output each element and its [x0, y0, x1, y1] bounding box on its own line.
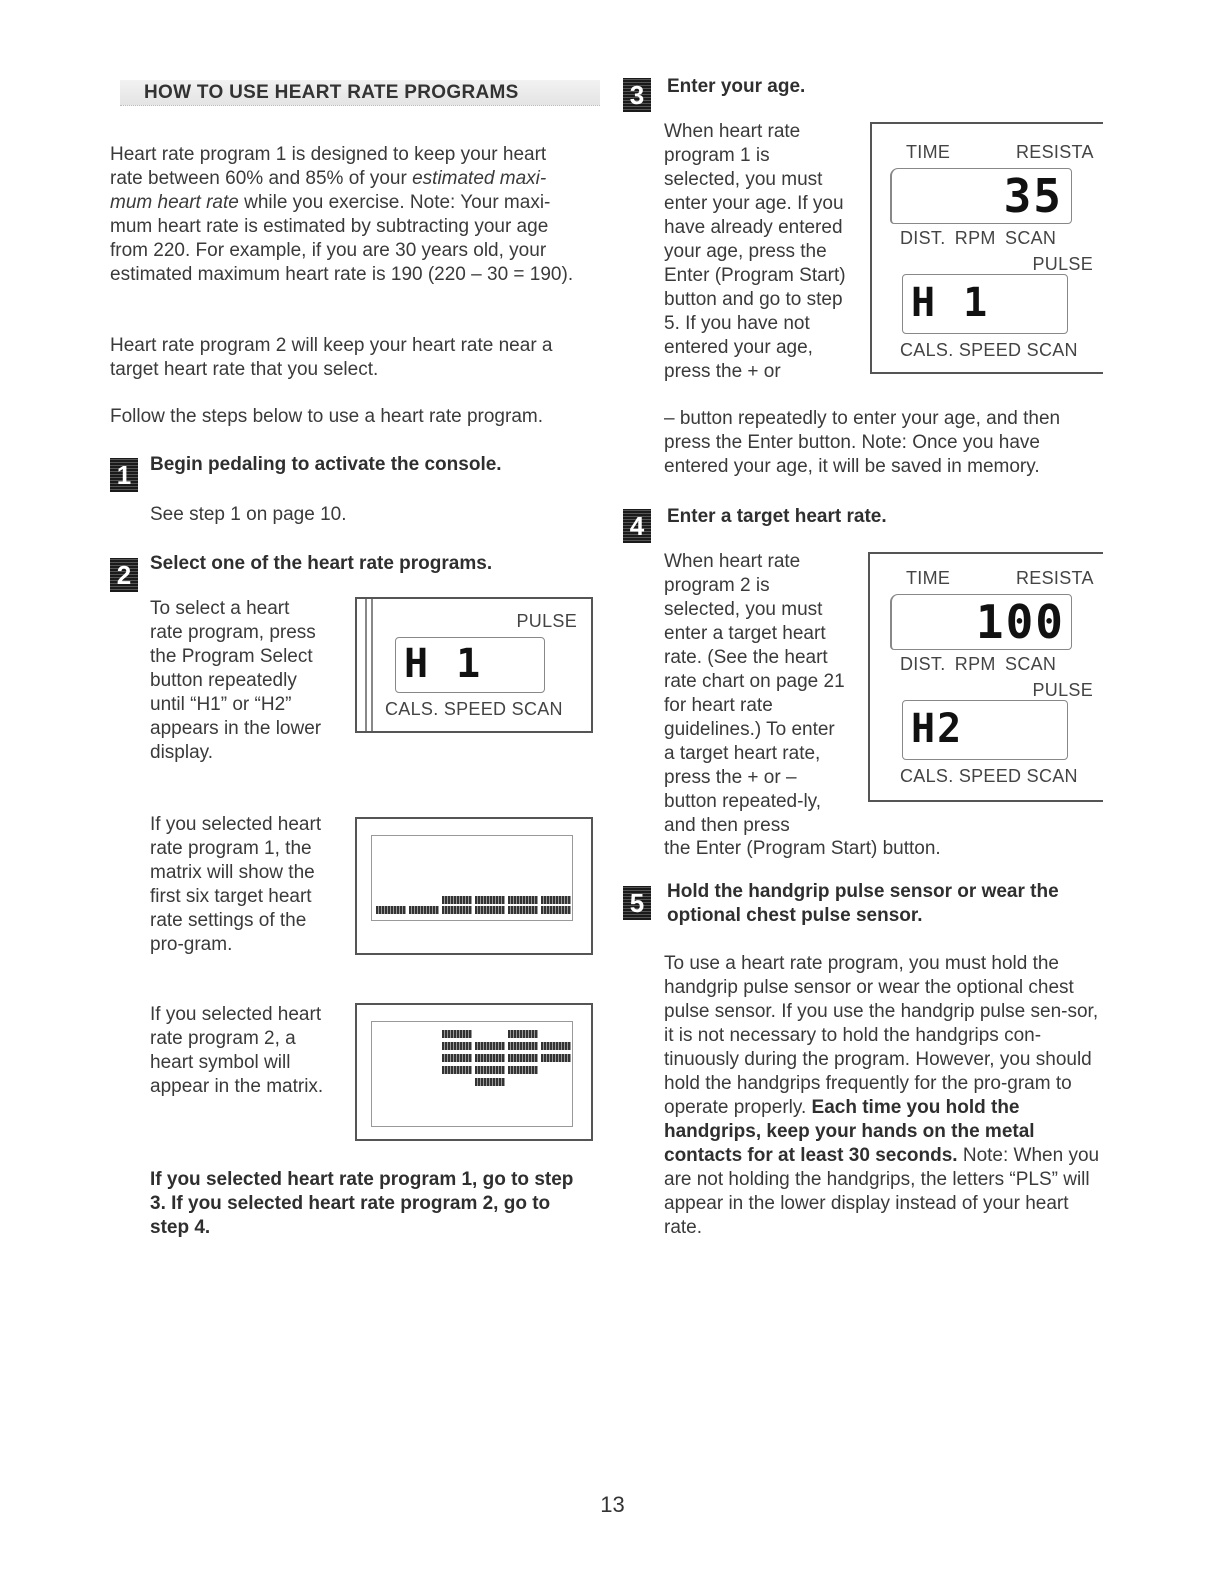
heart-symbol-cell: [508, 1042, 538, 1050]
step-2-text-program1: If you selected heart rate program 1, the matrix will show the first six target heart rate settings of the pro-gram.: [150, 814, 322, 955]
lcd-readout: H 1: [404, 641, 483, 687]
heart-symbol-cell: [475, 1042, 505, 1050]
step-3-text: When heart rate program 1 is selected, you must enter your age. If you have already entered your age, press the Enter (Program Start) button and go to step 5. If you have not entered your age, press the + or: [664, 121, 846, 382]
heart-symbol-cell: [442, 1066, 472, 1074]
target-readout: 100: [975, 595, 1065, 649]
matrix-cell: [442, 906, 472, 914]
intro-text-cont: while you exercise. Note: Your maxi-mum heart rate is estimated by subtracting your age from 220. For example, if you are 30 years old, your estimated maximum heart rate is 190 (220 – 30 = 190).: [110, 192, 574, 285]
dist-rpm-scan-label: DIST. RPM SCAN: [900, 654, 1057, 674]
step-2-text-select: To select a heart rate program, press the Program Select button repeatedly until “H1” or “H2” appears in the lower display.: [150, 598, 322, 763]
cals-speed-scan-label: CALS. SPEED SCAN: [900, 766, 1078, 786]
matrix-display-program-2: [355, 1003, 593, 1141]
matrix-cell: [475, 896, 505, 904]
heart-symbol-cell: [508, 1030, 538, 1038]
matrix-cell: [376, 906, 406, 914]
program-display: [355, 597, 593, 733]
matrix-cell: [508, 906, 538, 914]
section-header: HOW TO USE HEART RATE PROGRAMS: [120, 80, 600, 106]
matrix-cell: [409, 906, 439, 914]
page-number: 13: [600, 1492, 625, 1517]
step-4-text-cont: the Enter (Program Start) button.: [664, 838, 941, 859]
heart-symbol-cell: [508, 1054, 538, 1062]
intro-text: Heart rate program 1 is designed to keep your heart rate between 60% and 85% of your: [110, 144, 547, 189]
step-4-number: 4: [623, 509, 651, 543]
step-1-title: Begin pedaling to activate the console.: [150, 454, 502, 475]
step-2-title: Select one of the heart rate programs.: [150, 553, 493, 574]
intro-emphasis: estimated maxi-mum heart rate: [110, 168, 547, 213]
heart-symbol-cell: [475, 1054, 505, 1062]
pulse-label: PULSE: [1032, 680, 1093, 700]
step-3-number: 3: [623, 78, 651, 112]
intro-paragraph-3: Follow the steps below to use a heart rate program.: [110, 406, 544, 427]
step-1-text: See step 1 on page 10.: [150, 504, 347, 525]
step-1-number: 1: [110, 458, 138, 492]
heart-symbol-cell: [475, 1078, 505, 1086]
resistance-label: RESISTA: [1016, 142, 1094, 162]
time-label: TIME: [906, 142, 951, 162]
heart-symbol-cell: [541, 1054, 571, 1062]
step-3-text-cont: – button repeatedly to enter your age, and then press the Enter button. Note: Once you have entered your age, it will be saved in memory.: [664, 408, 1061, 477]
step-2-text-program2: If you selected heart rate program 2, a heart symbol will appear in the matrix.: [150, 1004, 324, 1097]
step-4-title: Enter a target heart rate.: [667, 506, 887, 527]
step-5-text-a: To use a heart rate program, you must hold the handgrip pulse sensor or wear the optional chest pulse sensor. If you use the handgrip pulse sen-sor, it is not necessary to hold the handgrips con-tinuously during the program. However, you should hold the handgrips frequently for the pro-gram to operate properly.: [664, 953, 1099, 1118]
heart-symbol-cell: [442, 1030, 472, 1038]
step-2-note: If you selected heart rate program 1, go to step 3. If you selected heart rate program 2, go to step 4.: [150, 1169, 574, 1238]
time-label: TIME: [906, 568, 951, 588]
heart-symbol-cell: [541, 1042, 571, 1050]
lcd-readout: H2: [911, 706, 964, 752]
resistance-label: RESISTA: [1016, 568, 1094, 588]
pulse-label: PULSE: [1032, 254, 1093, 274]
step-5-number: 5: [623, 886, 651, 920]
step-5-text-b: Note: When you are not holding the handgrips, the letters “PLS” will appear in the lower display instead of your heart rate.: [664, 1145, 1100, 1238]
dist-rpm-scan-label: DIST. RPM SCAN: [900, 228, 1057, 248]
step-4-text: When heart rate program 2 is selected, you must enter a target heart rate. (See the heart rate chart on page 21 for heart rate guidelines.) To enter a target heart rate, press the + or – button repeated-ly, and then press: [664, 551, 845, 836]
age-readout: 35: [1003, 169, 1063, 223]
matrix-cell: [442, 896, 472, 904]
lower-lcd: [902, 274, 1068, 334]
upper-lcd: [890, 594, 1072, 650]
matrix-cell: [508, 896, 538, 904]
intro-paragraph-2: Heart rate program 2 will keep your heart rate near a target heart rate that you select.: [110, 335, 553, 380]
matrix-cell: [541, 896, 571, 904]
pulse-label: PULSE: [516, 611, 577, 631]
cals-speed-scan-label: CALS. SPEED SCAN: [385, 699, 563, 719]
step-3-title: Enter your age.: [667, 76, 806, 97]
matrix-cell: [475, 906, 505, 914]
matrix-window: [371, 1021, 573, 1127]
heart-symbol-cell: [442, 1054, 472, 1062]
matrix-window: [371, 835, 573, 921]
matrix-display-program-1: [355, 817, 593, 955]
step-2-number: 2: [110, 558, 138, 592]
age-display: [870, 122, 1103, 374]
lower-lcd: [902, 700, 1068, 760]
lower-lcd: [395, 637, 545, 693]
step-5-text: [664, 952, 1106, 1240]
target-heart-rate-display: [868, 552, 1103, 802]
heart-symbol-cell: [475, 1066, 505, 1074]
cals-speed-scan-label: CALS. SPEED SCAN: [900, 340, 1078, 360]
heart-symbol-cell: [508, 1066, 538, 1074]
matrix-cell: [541, 906, 571, 914]
step-5-title: Hold the handgrip pulse sensor or wear the optional chest pulse sensor.: [667, 881, 1059, 926]
upper-lcd: [890, 168, 1072, 224]
heart-symbol-cell: [442, 1042, 472, 1050]
lcd-readout: H 1: [911, 280, 990, 326]
intro-paragraph-1: [110, 143, 580, 287]
display-frame-bar: [365, 599, 367, 731]
display-frame-bar: [371, 599, 373, 731]
step-5-text-bold: Each time you hold the handgrips, keep your hands on the metal contacts for at least 30 seconds.: [664, 1097, 1035, 1166]
